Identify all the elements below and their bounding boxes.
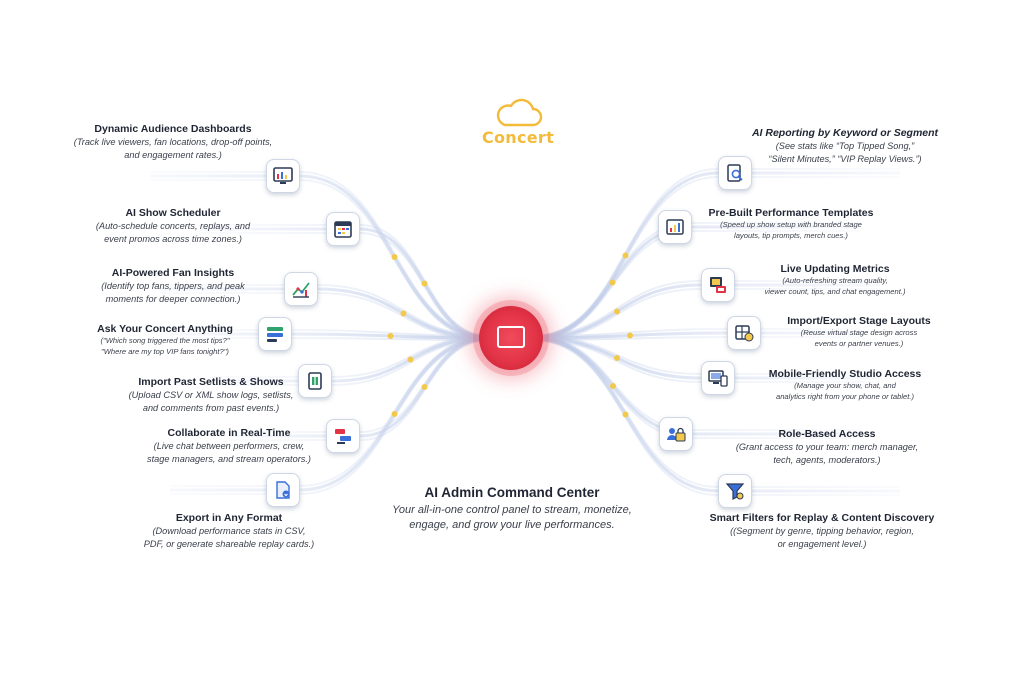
feature-mobile-studio-access: Mobile-Friendly Studio Access (Manage your show, chat, and analytics right from your phone or tablet.) [768,368,922,401]
live-metrics-icon[interactable] [701,268,735,302]
command-center-hub[interactable] [479,306,543,370]
center-caption [372,484,652,533]
flow-dot [388,333,394,339]
concert-logo [478,98,558,152]
feature-ask-your-concert-anything: Ask Your Concert Anything ("Which song triggered the most tips?" "Where are my top VIP fans tonight?") [97,323,233,356]
flow-line [150,172,489,336]
feature-collaborate-real-time: Collaborate in Real-Time (Live chat between performers, crew, stage managers, and stream operators.) [147,427,311,464]
flow-line [150,176,489,338]
flow-dot [614,355,620,361]
export-document-icon[interactable] [266,473,300,507]
feature-role-based-access: Role-Based Access (Grant access to your team: merch manager, tech, agents, moderators.) [735,428,919,465]
flow-dot [623,412,629,418]
feature-live-updating-metrics: Live Updating Metrics (Auto-refreshing stream quality, viewer count, tips, and chat engagement.) [764,263,906,296]
feature-ai-reporting-keyword: AI Reporting by Keyword or Segment (See stats like “Top Tipped Song,” “Silent Minutes,” “VIP Replay Views.”) [751,127,939,164]
flow-dot [422,384,428,390]
feature-dynamic-audience-dashboards: Dynamic Audience Dashboards (Track live viewers, fan locations, drop-off points, and engagement rates.) [73,123,273,160]
cloud-icon [493,98,543,128]
flow-dot [392,411,398,417]
role-lock-icon[interactable] [659,417,693,451]
chat-query-icon[interactable] [258,317,292,351]
flow-dot [627,333,633,339]
flow-dot [392,254,398,260]
import-file-icon[interactable] [298,364,332,398]
feature-smart-filters: Smart Filters for Replay & Content Discovery ((Segment by genre, tipping behavior, region, or engagement level.) [709,512,935,549]
center-subtitle: Your all-in-one control panel to stream, monetize, engage, and grow your live performances. [392,504,632,531]
flow-dot [610,280,616,286]
insights-chart-icon[interactable] [284,272,318,306]
feature-import-past-setlists: Import Past Setlists & Shows (Upload CSV or XML show logs, setlists, and comments from past events.) [128,376,294,413]
report-search-icon[interactable] [718,156,752,190]
filter-funnel-icon[interactable] [718,474,752,508]
logo-text: Concert [481,128,555,147]
stage-layout-icon[interactable] [727,316,761,350]
flow-dot [614,309,620,315]
feature-ai-powered-fan-insights: AI-Powered Fan Insights (Identify top fans, tippers, and peak moments for deeper connection.) [101,267,245,304]
feature-pre-built-templates: Pre-Built Performance Templates (Speed up show setup with branded stage layouts, tip prompts, merch cues.) [708,207,874,240]
flow-dot [610,383,616,389]
flow-dot [401,311,407,317]
flow-dot [408,357,414,363]
flow-dot [422,281,428,287]
mobile-studio-icon[interactable] [701,361,735,395]
feature-export-any-format: Export in Any Format (Download performance stats in CSV, PDF, or generate shareable replay cards.) [143,512,315,549]
template-icon[interactable] [658,210,692,244]
dashboard-icon[interactable] [266,159,300,193]
center-title: AI Admin Command Center [424,485,600,500]
calendar-icon[interactable] [326,212,360,246]
admin-panel-icon [497,326,525,348]
feature-import-export-stage-layouts: Import/Export Stage Layouts (Reuse virtual stage design across events or partner venues.) [787,315,931,348]
collaborate-icon[interactable] [326,419,360,453]
feature-ai-show-scheduler: AI Show Scheduler (Auto-schedule concerts, replays, and event promos across time zones.) [95,207,251,244]
flow-dot [623,253,629,259]
